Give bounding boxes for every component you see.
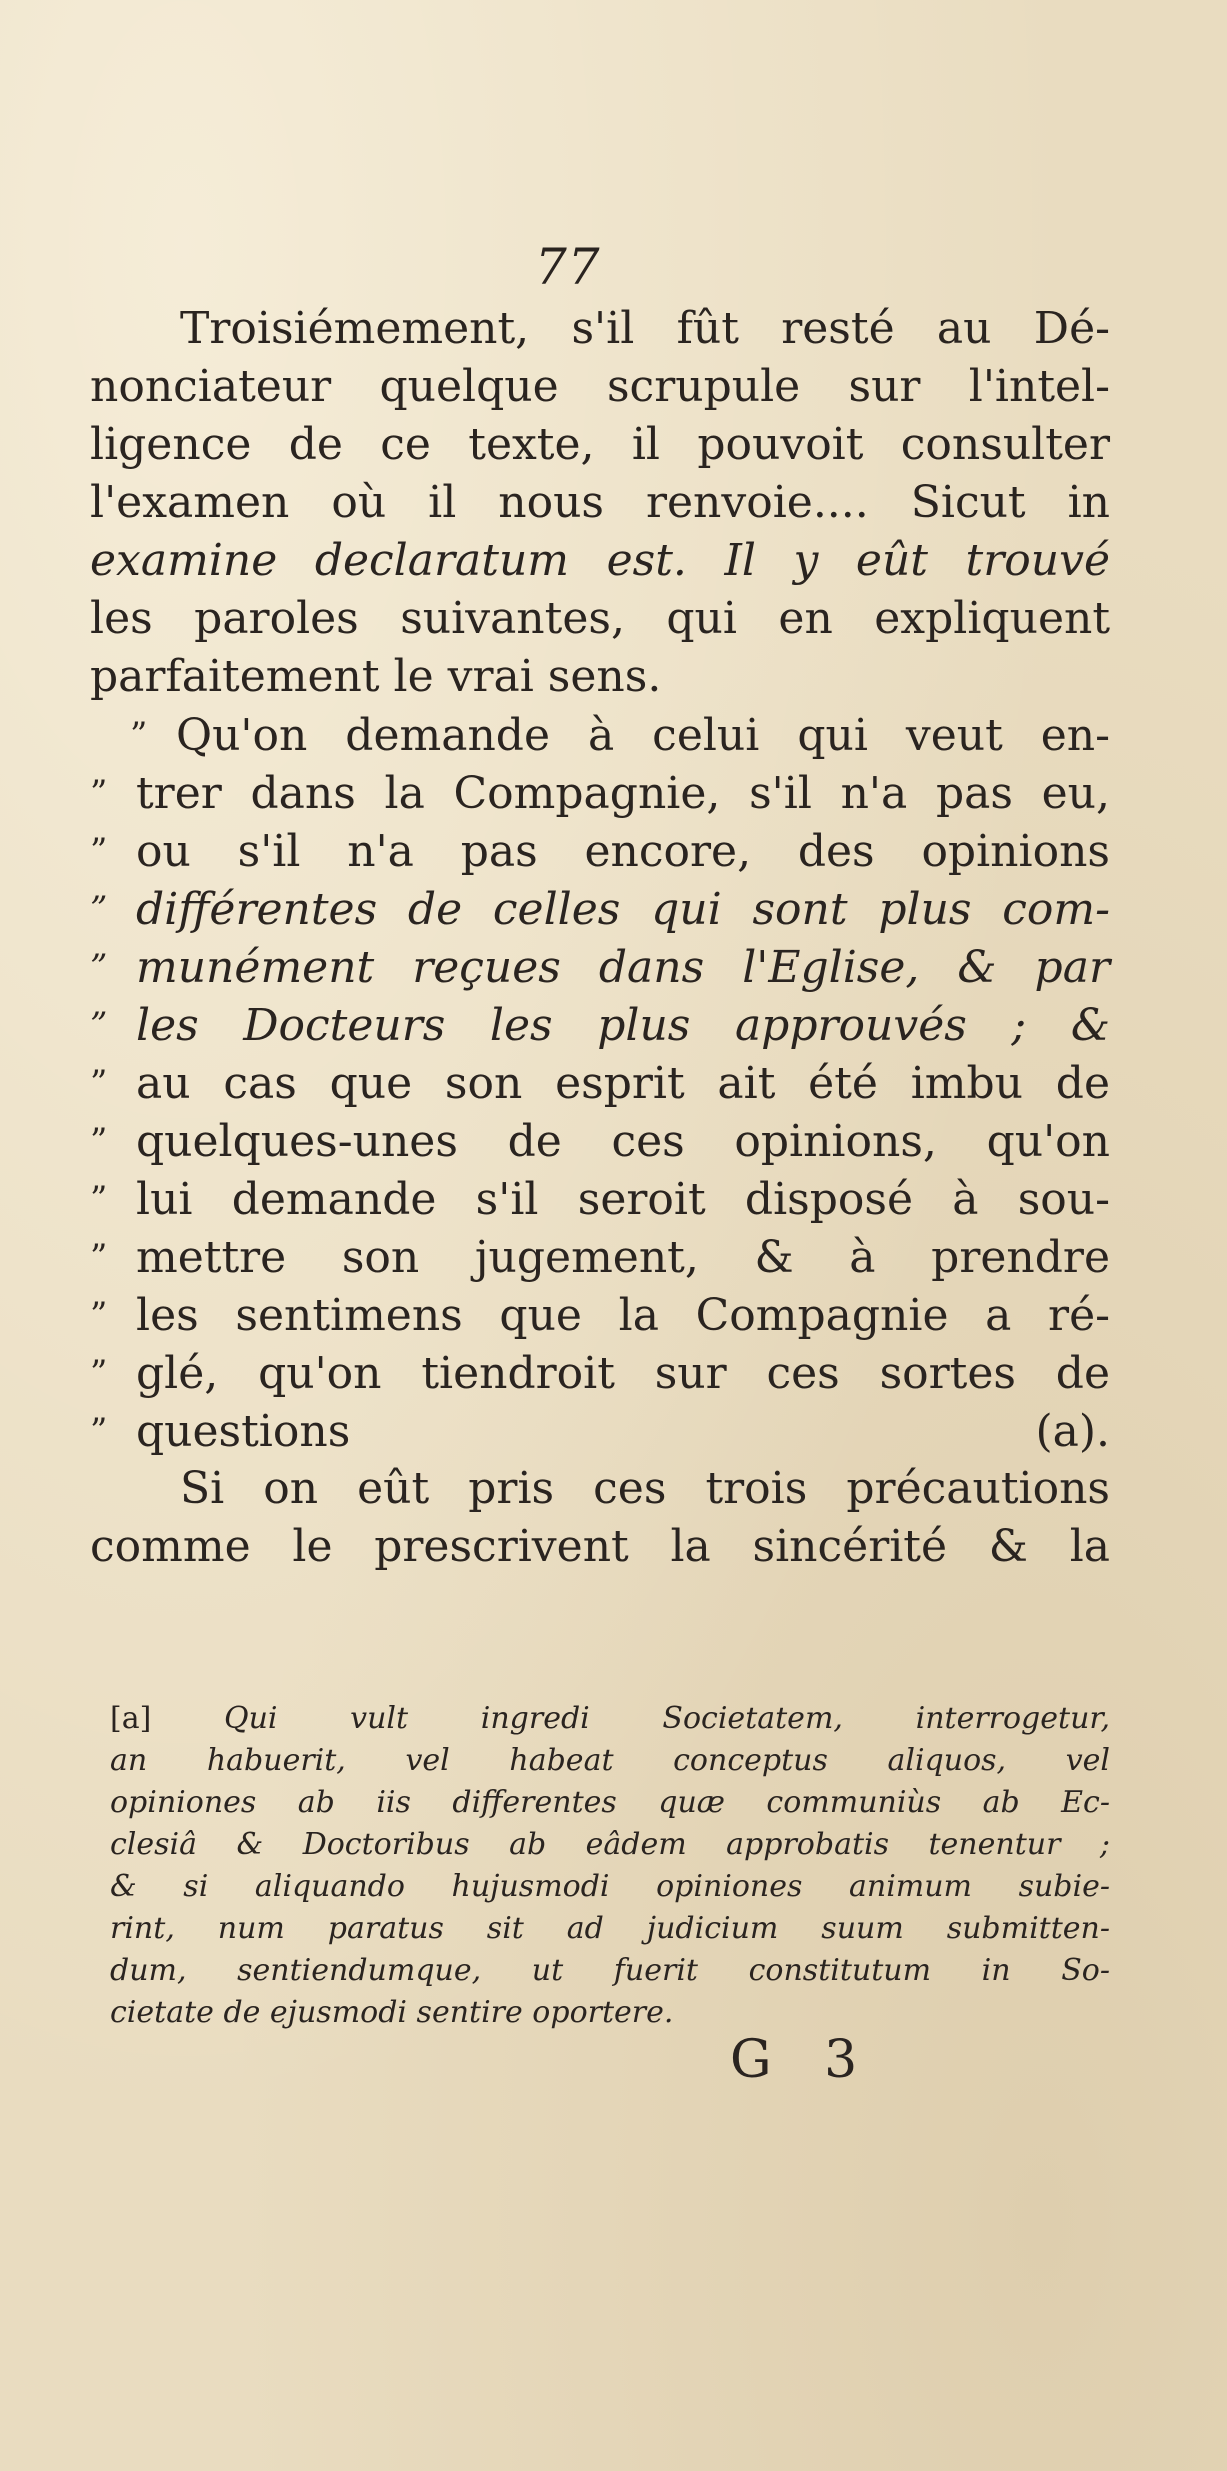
footnote-line: cietate de ejusmodi sentire oportere. (110, 1995, 674, 2030)
text-line: l'examen où il nous renvoie.... Sicut in (90, 477, 1110, 528)
text-line: comme le prescrivent la sincérité & la (90, 1521, 1110, 1572)
quote-line: ” différentes de celles qui sont plus com- (90, 884, 1110, 935)
quote-line: ” munément reçues dans l'Eglise, & par (90, 942, 1110, 993)
footnote-line: rint, num paratus sit ad judicium suum submitten- (110, 1911, 1110, 1946)
footnote-line: dum, sentiendumque, ut fuerit constitutum in So- (110, 1953, 1110, 1988)
text-line: les paroles suivantes, qui en expliquent (90, 593, 1110, 644)
footnote-line: opiniones ab iis differentes quæ communiùs ab Ec- (110, 1785, 1110, 1820)
quote-line: ” ou s'il n'a pas encore, des opinions (90, 826, 1110, 877)
quote-line: ” quelques-unes de ces opinions, qu'on (90, 1116, 1110, 1167)
quote-marker: ” (130, 715, 148, 755)
text-line: parfaitement le vrai sens. (90, 651, 662, 702)
text-line: Troisiémement, s'il fût resté au Dé- (180, 303, 1110, 354)
quote-line: ” lui demande s'il seroit disposé à sou- (90, 1174, 1110, 1225)
text-line: examine declaratum est. Il y eût trouvé (90, 535, 1110, 586)
quoted-passage (90, 706, 1110, 1460)
page-number: 77 (535, 238, 601, 296)
quote-line: ” trer dans la Compagnie, s'il n'a pas eu, (90, 768, 1110, 819)
footnote (110, 1698, 1110, 2034)
paragraph-1 (90, 300, 1110, 706)
quote-line: ” au cas que son esprit ait été imbu de (90, 1058, 1110, 1109)
footnote-marker: [a] (110, 1701, 152, 1736)
quote-line: ” glé, qu'on tiendroit sur ces sortes de (90, 1348, 1110, 1399)
signature-mark: G 3 (730, 2030, 876, 2090)
footnote-line: an habuerit, vel habeat conceptus aliquos, vel (110, 1743, 1110, 1778)
quote-line: ” Qu'on demande à celui qui veut en- (90, 706, 1110, 764)
paragraph-2 (90, 1460, 1110, 1576)
text-line: nonciateur quelque scrupule sur l'intel- (90, 361, 1110, 412)
text-line: ligence de ce texte, il pouvoit consulter (90, 419, 1110, 470)
footnote-line: clesiâ & Doctoribus ab eâdem approbatis tenentur ; (110, 1827, 1110, 1862)
quote-line: ” les Docteurs les plus approuvés ; & (90, 1000, 1110, 1051)
footnote-line: [a] Qui vult ingredi Societatem, interrogetur, (110, 1701, 1110, 1736)
quote-line: ” mettre son jugement, & à prendre (90, 1232, 1110, 1283)
footnote-line: & si aliquando hujusmodi opiniones animum subie- (110, 1869, 1110, 1904)
quote-line: ” questions (a). (90, 1406, 1110, 1457)
text-line: Si on eût pris ces trois précautions (180, 1463, 1110, 1514)
main-text (90, 300, 1110, 1576)
quote-line: ” les sentimens que la Compagnie a ré- (90, 1290, 1110, 1341)
